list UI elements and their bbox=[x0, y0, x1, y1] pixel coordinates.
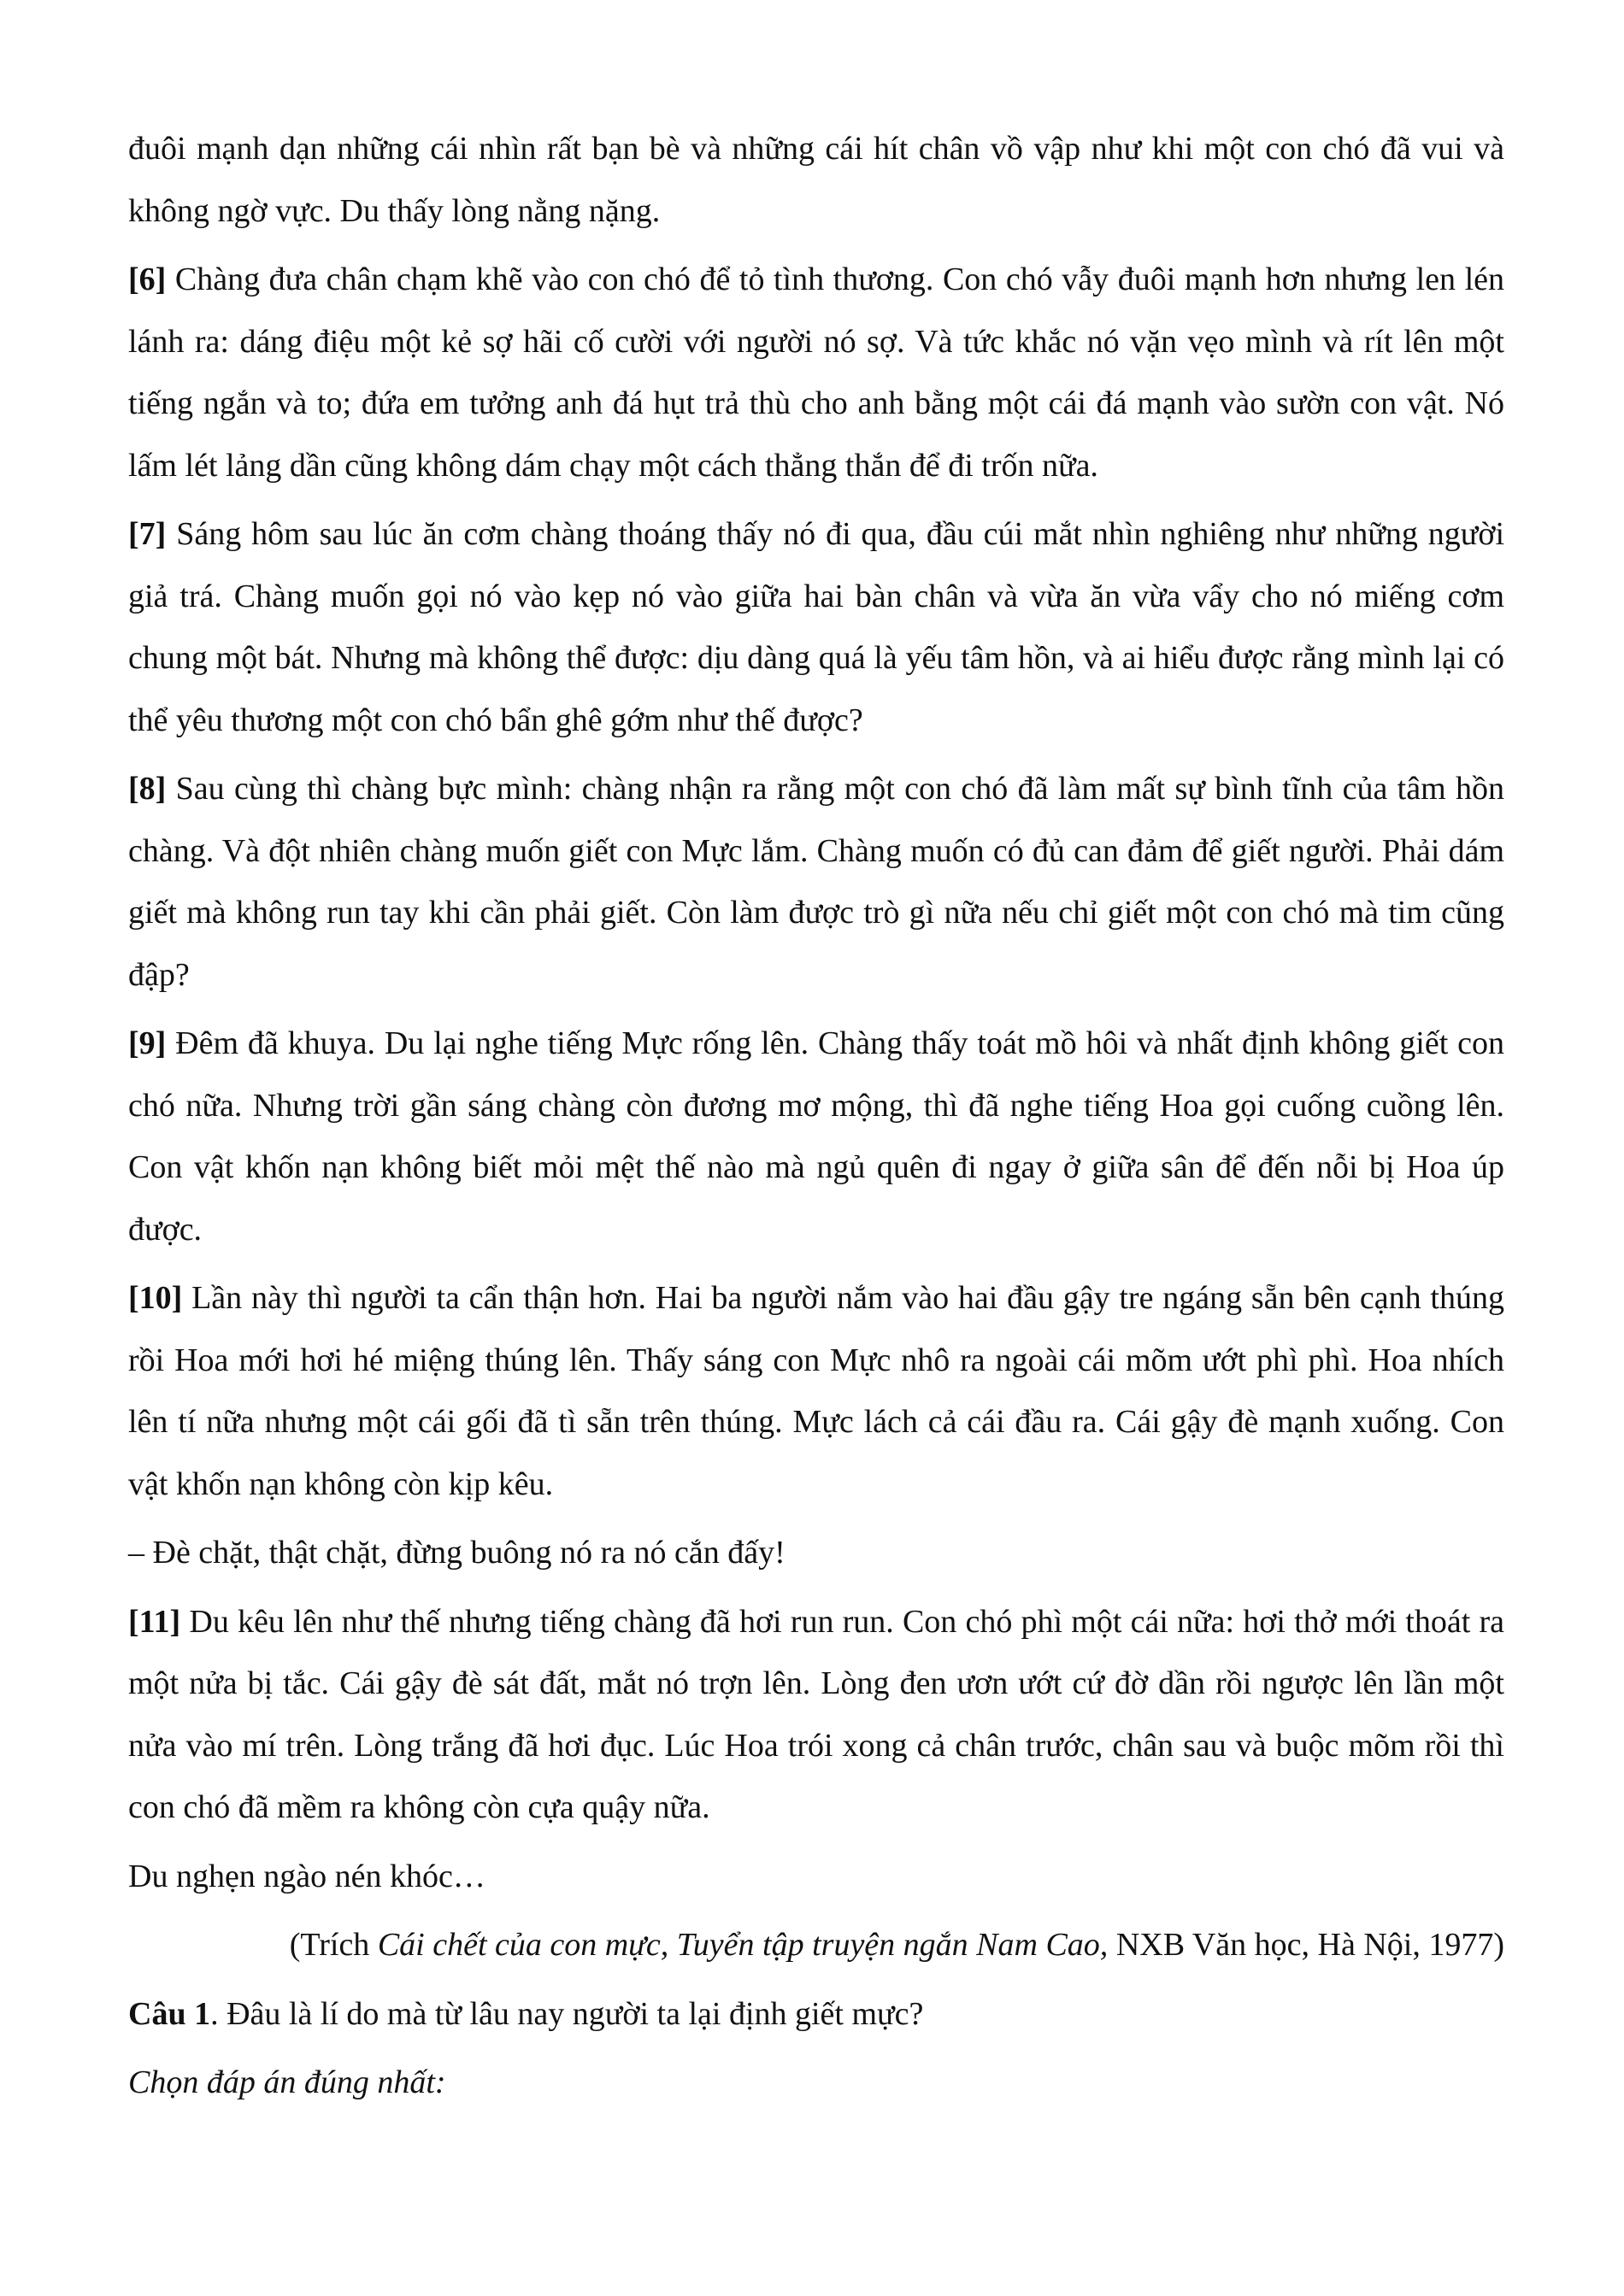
paragraph-text: Du nghẹn ngào nén khóc… bbox=[128, 1858, 485, 1894]
paragraph-8 bbox=[128, 758, 1504, 1006]
question-1 bbox=[128, 1983, 1504, 2046]
paragraph-6 bbox=[128, 249, 1504, 496]
paragraph-text: đuôi mạnh dạn những cái nhìn rất bạn bè và những cái hít chân vồ vập như khi một con chó đã vui và không ngờ vực. Du thấy lòng nằng nặng. bbox=[128, 131, 1504, 229]
paragraph-continuation bbox=[128, 118, 1504, 242]
paragraph-number: [8] bbox=[128, 771, 167, 807]
paragraph-text: Lần này thì người ta cẩn thận hơn. Hai ba người nắm vào hai đầu gậy tre ngáng sẵn bên cạnh thúng rồi Hoa mới hơi hé miệng thúng lên. Thấy sáng con Mực nhô ra ngoài cái mõm ướt phì phì. Hoa nhích lên tí nữa nhưng một cái gối đã tì sẵn trên thúng. Mực lách cả cái đầu ra. Cái gậy đè mạnh xuống. Con vật khốn nạn không còn kịp kêu. bbox=[128, 1280, 1504, 1502]
answer-instruction: Chọn đáp án đúng nhất: bbox=[128, 2064, 446, 2100]
paragraph-text: Sáng hôm sau lúc ăn cơm chàng thoáng thấy nó đi qua, đầu cúi mắt nhìn nghiêng như những người giả trá. Chàng muốn gọi nó vào kẹp nó vào giữa hai bàn chân và vừa ăn vừa vẩy cho nó miếng cơm chung một bát. Nhưng mà không thể được: dịu dàng quá là yếu tâm hồn, và ai hiểu được rằng mình lại có thể yêu thương một con chó bẩn ghê gớm như thế được? bbox=[128, 516, 1504, 738]
citation-title: Cái chết của con mực, Tuyển tập truyện ngắn Nam Cao, bbox=[377, 1927, 1109, 1963]
paragraph-number: [6] bbox=[128, 261, 167, 297]
dialogue-line bbox=[128, 1522, 1504, 1584]
paragraph-text: Chàng đưa chân chạm khẽ vào con chó để tỏ tình thương. Con chó vẫy đuôi mạnh hơn nhưng len lén lánh ra: dáng điệu một kẻ sợ hãi cố cười với người nó sợ. Và tức khắc nó vặn vẹo mình và rít lên một tiếng ngắn và to; đứa em tưởng anh đá hụt trả thù cho anh bằng một cái đá mạnh vào sườn con vật. Nó lấm lét lảng dần cũng không dám chạy một cách thẳng thắn để đi trốn nữa. bbox=[128, 261, 1504, 484]
paragraph-text: Sau cùng thì chàng bực mình: chàng nhận ra rằng một con chó đã làm mất sự bình tĩnh của tâm hồn chàng. Và đột nhiên chàng muốn giết con Mực lắm. Chàng muốn có đủ can đảm để giết người. Phải dám giết mà không run tay khi cần phải giết. Còn làm được trò gì nữa nếu chỉ giết một con chó mà tim cũng đập? bbox=[128, 771, 1504, 993]
paragraph-number: [7] bbox=[128, 516, 167, 552]
paragraph-number: [10] bbox=[128, 1280, 183, 1316]
paragraph-11 bbox=[128, 1591, 1504, 1839]
paragraph-number: [11] bbox=[128, 1603, 181, 1640]
source-citation bbox=[128, 1914, 1504, 1976]
paragraph-10 bbox=[128, 1267, 1504, 1515]
paragraph-text: Đêm đã khuya. Du lại nghe tiếng Mực rống lên. Chàng thấy toát mồ hôi và nhất định không giết con chó nữa. Nhưng trời gần sáng chàng còn đương mơ mộng, thì đã nghe tiếng Hoa gọi cuống cuồng lên. Con vật khốn nạn không biết mỏi mệt thế nào mà ngủ quên đi ngay ở giữa sân để đến nỗi bị Hoa úp được. bbox=[128, 1025, 1504, 1248]
closing-line bbox=[128, 1846, 1504, 1908]
paragraph-number: [9] bbox=[128, 1025, 167, 1061]
paragraph-text: Du kêu lên như thế nhưng tiếng chàng đã hơi run run. Con chó phì một cái nữa: hơi thở mới thoát ra một nửa bị tắc. Cái gậy đè sát đất, mắt nó trợn lên. Lòng đen ươn ướt cứ đờ dần rồi ngược lên lần một nửa vào mí trên. Lòng trắng đã hơi đục. Lúc Hoa trói xong cả chân trước, chân sau và buộc mõm rồi thì con chó đã mềm ra không còn cựa quậy nữa. bbox=[128, 1603, 1504, 1825]
citation-open: (Trích bbox=[289, 1927, 378, 1963]
citation-rest: NXB Văn học, Hà Nội, 1977) bbox=[1108, 1927, 1504, 1963]
paragraph-text: – Đè chặt, thật chặt, đừng buông nó ra nó cắn đấy! bbox=[128, 1535, 786, 1571]
paragraph-9 bbox=[128, 1013, 1504, 1260]
question-text: . Đâu là lí do mà từ lâu nay người ta lại định giết mực? bbox=[210, 1995, 924, 2032]
paragraph-7 bbox=[128, 503, 1504, 751]
question-label: Câu 1 bbox=[128, 1995, 211, 2032]
document-page bbox=[128, 118, 1504, 2121]
